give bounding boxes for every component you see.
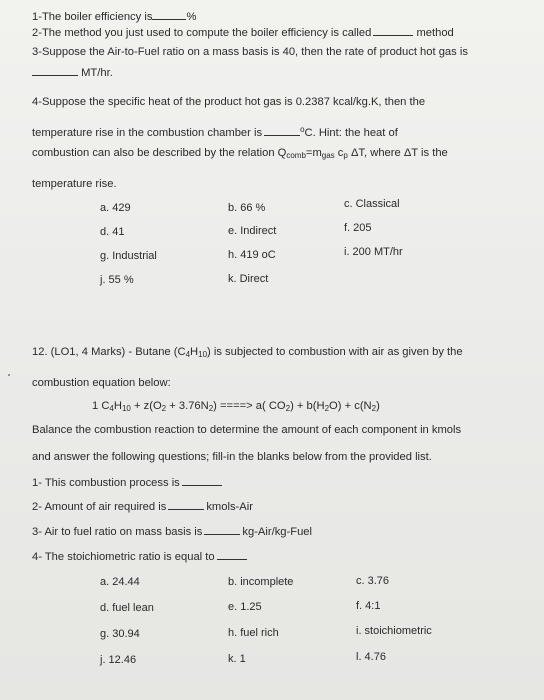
q12-option-i: i. stoichiometric [356,625,432,637]
option-i: i. 200 MT/hr [344,246,403,258]
q12-sub-4 [32,550,247,564]
subscript-gas: gas [321,151,335,160]
eq-part: H [113,400,122,412]
subscript-p: p [343,151,348,160]
question-3-line-2 [32,66,113,80]
option-k: k. Direct [228,273,269,285]
blank [152,10,186,20]
q12-sub-2-unit: kmols-Air [206,501,253,513]
question-12-text-2: combustion equation below: [32,377,171,389]
option-f: f. 205 [344,222,372,234]
combustion-equation [92,399,380,416]
eq-part: ) [376,400,380,412]
relation-c: c [337,147,344,159]
eq-part: + 3.76N [166,400,209,412]
q12-option-j: j. 12.46 [100,654,137,666]
blank [373,26,413,36]
question-1 [32,10,196,24]
q12-option-l: l. 4.76 [356,651,386,663]
question-4-line-3 [32,146,448,163]
q12-sub-3 [32,525,312,539]
q12-option-g: g. 30.94 [100,628,140,640]
question-12-line-1 [32,345,463,362]
blank [168,500,204,510]
q12-sub-2-text: 2- Amount of air required is [32,501,167,513]
speck [8,374,10,376]
eq-part: 1 C [92,400,110,412]
blank [217,550,247,560]
instruction-line-2 [32,450,432,464]
q12-sub-1 [32,476,222,490]
question-4-relation-end: ΔT, where ΔT is the [350,147,448,159]
question-3-text: 3-Suppose the Air-to-Fuel ratio on a mass basis is 40, then the rate of product hot gas is [32,46,468,58]
q12-option-c: c. 3.76 [356,575,390,587]
blank [32,66,78,76]
question-12-line-2 [32,376,171,390]
question-2-text: 2-The method you just used to compute the boiler efficiency is called [32,27,372,39]
question-4-line-4 [32,177,117,191]
option-g: g. Industrial [100,250,157,262]
q12-option-k: k. 1 [228,653,246,665]
option-h: h. 419 oC [228,249,276,261]
q12-option-e: e. 1.25 [228,601,262,613]
instruction-text: Balance the combustion reaction to determine the amount of each component in kmols [32,424,462,436]
eq-sub: 2 [161,404,167,413]
question-4-line-2 [32,123,398,140]
question-12-text-end: ) is subjected to combustion with air as given by the [207,346,463,358]
formula-h: H [190,346,199,358]
question-4-text-2: temperature rise in the combustion chamber is [32,127,263,139]
blank [204,525,240,535]
q12-option-a: a. 24.44 [100,576,140,588]
eq-part: + z(O [130,400,162,412]
eq-part: O) + c(N [329,400,372,412]
eq-part: ) ====> a( CO [213,400,286,412]
blank [182,476,222,486]
q12-option-f: f. 4:1 [356,600,381,612]
eq-sub: 2 [371,404,377,413]
eq-sub: 10 [121,404,131,413]
q12-sub-2 [32,500,253,514]
blank [264,126,300,136]
q12-option-b: b. incomplete [228,576,294,588]
option-e: e. Indirect [228,225,277,237]
eq-part: ) + b(H [290,400,325,412]
question-12-text: 12. (LO1, 4 Marks) - Butane (C [32,346,186,358]
eq-sub: 4 [109,404,114,413]
q12-option-d: d. fuel lean [100,602,154,614]
q12-option-h: h. fuel rich [228,627,279,639]
question-4-line-1 [32,95,425,109]
eq-sub: 2 [324,404,330,413]
relation-m: =m [305,147,322,159]
question-4-text-4: temperature rise. [32,178,117,190]
question-3-line-1 [32,45,468,59]
question-4-text: 4-Suppose the specific heat of the product hot gas is 0.2387 kcal/kg.K, then the [32,96,426,108]
degree-symbol: o [300,125,305,134]
question-1-unit: % [186,11,197,23]
subscript-comb: comb [286,151,306,160]
subscript: 10 [198,350,208,359]
option-a: a. 429 [100,202,131,214]
q12-sub-4-text: 4- The stoichiometric ratio is equal to [32,551,215,563]
eq-sub: 2 [285,404,291,413]
option-d: d. 41 [100,226,125,238]
option-b: b. 66 % [228,202,266,214]
question-1-text: 1-The boiler efficiency is [32,11,153,23]
q12-sub-3-unit: kg-Air/kg-Fuel [242,526,313,538]
question-4-hint: C. Hint: the heat of [304,127,398,139]
eq-sub: 2 [208,404,214,413]
instruction-line-1 [32,423,461,437]
question-2-suffix: method [416,27,454,39]
q12-sub-1-text: 1- This combustion process is [32,477,180,489]
option-c: c. Classical [344,198,400,210]
question-4-relation-text: combustion can also be described by the relation Q [32,147,287,159]
subscript: 4 [185,350,191,359]
instruction-text-2: and answer the following questions; fill-in the blanks below from the provided list. [32,451,432,463]
question-3-unit: MT/hr. [81,67,113,79]
question-2 [32,26,454,40]
option-j: j. 55 % [100,274,134,286]
q12-sub-3-text: 3- Air to fuel ratio on mass basis is [32,526,203,538]
